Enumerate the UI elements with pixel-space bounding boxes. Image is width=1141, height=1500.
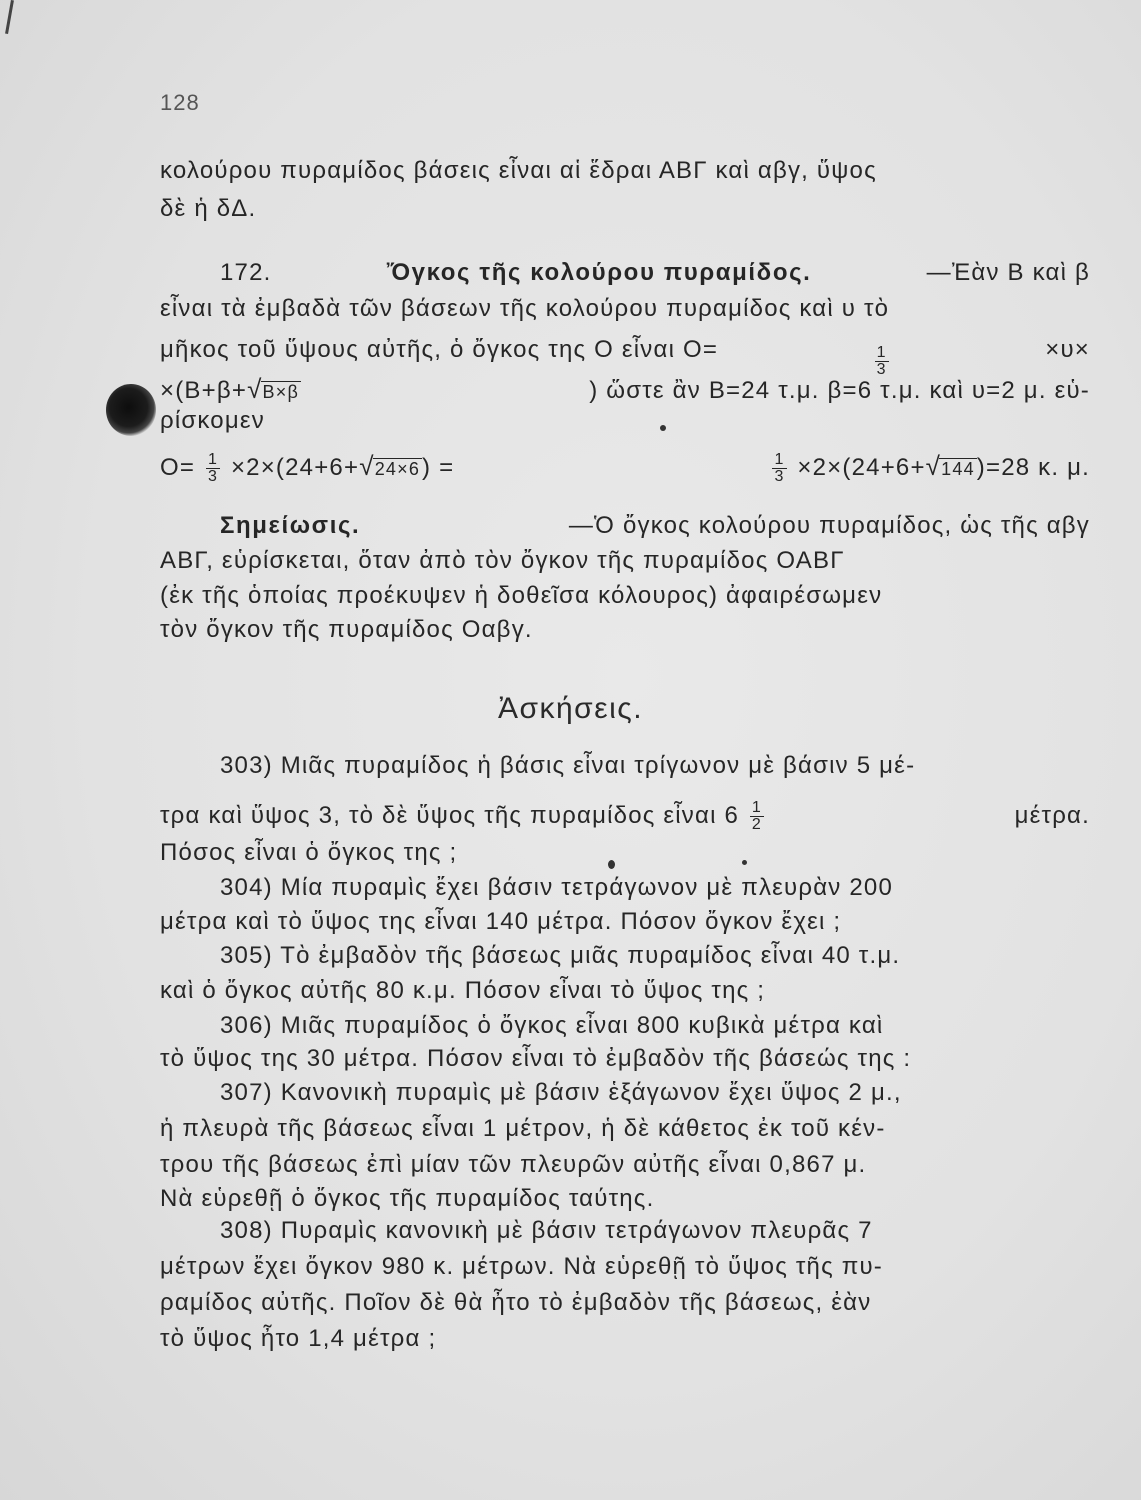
text-line-content: —Ὁ ὄγκος κολούρου πυραμίδος, ὡς τῆς αβγ xyxy=(568,512,1090,539)
exercise-305-line xyxy=(160,940,1090,972)
text-line xyxy=(160,1149,1090,1181)
fraction-denominator: 3 xyxy=(876,361,887,378)
page-number: 128 xyxy=(160,90,200,115)
text-line xyxy=(160,1251,1090,1283)
text-line-content: καὶ ὁ ὄγκος αὐτῆς 80 κ.μ. Πόσον εἶναι τὸ ὕψος της ; xyxy=(160,977,766,1004)
text-line-content: ραμίδος αὐτῆς. Ποῖον δὲ θὰ ἦτο τὸ ἐμβαδὸν τῆς βάσεως, ἐὰν xyxy=(160,1289,872,1316)
text-line xyxy=(160,545,1090,577)
text-line-content: —Ἐὰν Β καὶ β xyxy=(926,259,1090,286)
ink-blot xyxy=(106,384,156,436)
exercise-308-line xyxy=(160,1215,1090,1247)
text-line xyxy=(160,334,1090,378)
fraction-one-half xyxy=(750,800,764,833)
text-line-content: μέτρα καὶ τὸ ὕψος της εἶναι 140 μέτρα. Πόσον ὄγκον ἔχει ; xyxy=(160,908,842,935)
text-line xyxy=(160,1113,1090,1145)
text-line-content: 306) Μιᾶς πυραμίδος ὁ ὄγκος εἶναι 800 κυβικὰ μέτρα καὶ xyxy=(220,1012,884,1039)
text-line xyxy=(160,1043,1090,1075)
equation-text: ×2×(24+6+ xyxy=(797,454,926,481)
text-line-content: ρίσκομεν xyxy=(160,407,265,434)
text-line-content: ) ὥστε ἂν Β=24 τ.μ. β=6 τ.μ. καὶ υ=2 μ. εὑ- xyxy=(589,377,1090,404)
equation-part xyxy=(160,450,454,485)
fraction-one-third xyxy=(206,452,220,485)
text-line xyxy=(160,193,1090,225)
text-line-content: Νὰ εὑρεθῇ ὁ ὄγκος τῆς πυραμίδος ταύτης. xyxy=(160,1185,655,1212)
note-heading-line xyxy=(160,510,1090,542)
fraction-denominator: 2 xyxy=(751,816,763,834)
text-line-content: μέτρα. xyxy=(1014,802,1090,829)
text-line xyxy=(160,1323,1090,1355)
exercise-304-line xyxy=(160,872,1090,904)
fraction-one-third xyxy=(772,452,786,485)
radical-sign: √ xyxy=(925,451,942,481)
text-line xyxy=(160,837,1090,869)
fraction-denominator: 3 xyxy=(207,468,219,486)
text-line xyxy=(160,580,1090,612)
exercises-heading: Ἀσκήσεις. xyxy=(497,692,644,725)
fraction-numerator: 1 xyxy=(751,799,763,817)
equation-text: )=28 κ. μ. xyxy=(976,454,1090,481)
equation-part xyxy=(769,450,1090,485)
text-line-content: τὸν ὄγκον τῆς πυραμίδος Οαβγ. xyxy=(160,616,533,643)
text-line xyxy=(160,1183,1090,1215)
text-line-content: τὸ ὕψος της 30 μέτρα. Πόσον εἶναι τὸ ἐμβαδὸν τῆς βάσεώς της : xyxy=(160,1045,912,1072)
text-line-content: τρου τῆς βάσεως ἐπὶ μίαν τῶν πλευρῶν αὐτῆς εἶναι 0,867 μ. xyxy=(160,1151,867,1178)
text-line-content: 307) Κανονικὴ πυραμὶς μὲ βάσιν ἑξάγωνον ἔχει ὕψος 2 μ., xyxy=(220,1079,902,1106)
text-line-content: δὲ ἡ δΔ. xyxy=(160,195,257,222)
section-title: Ὄγκος τῆς κολούρου πυραμίδος. xyxy=(386,259,812,286)
text-line-content: ×υ× xyxy=(1045,336,1090,363)
text-line xyxy=(160,800,1090,833)
text-line xyxy=(160,373,1090,407)
text-line xyxy=(160,155,1090,187)
radical-sign: √ xyxy=(247,374,263,404)
page-edge-mark xyxy=(5,0,14,34)
fraction-denominator: 3 xyxy=(774,468,785,486)
text-line-content: 303) Μιᾶς πυραμίδος ἡ βάσις εἶναι τρίγωνον μὲ βάσιν 5 μέ- xyxy=(220,752,916,779)
fraction-numerator: 1 xyxy=(876,344,887,361)
text-line xyxy=(160,975,1090,1007)
radical-sign: √ xyxy=(359,451,375,481)
text-line-content: μέτρων ἔχει ὄγκον 980 κ. μέτρων. Νὰ εὑρεθῇ τὸ ὕψος τῆς πυ- xyxy=(160,1253,883,1280)
exercise-307-line xyxy=(160,1077,1090,1109)
text-line-content: μῆκος τοῦ ὕψους αὐτῆς, ὁ ὄγκος της Ο εἶναι Ο= xyxy=(160,336,719,363)
fraction-numerator: 1 xyxy=(207,451,219,469)
equation-line xyxy=(160,450,1090,485)
equation-text: ×2×(24+6+ xyxy=(230,454,360,481)
text-line xyxy=(160,614,1090,646)
text-line-content: ἡ πλευρὰ τῆς βάσεως εἶναι 1 μέτρον, ἡ δὲ κάθετος ἐκ τοῦ κέν- xyxy=(160,1115,886,1142)
text-line-content: ×(Β+β+ xyxy=(160,377,248,404)
radicand: 24×6 xyxy=(374,459,421,479)
text-line xyxy=(160,906,1090,938)
section-number: 172. xyxy=(220,259,272,286)
formula-part xyxy=(160,373,301,407)
text-line-content xyxy=(160,800,767,833)
exercise-text: τρα καὶ ὕψος 3, τὸ δὲ ὕψος τῆς πυραμίδος εἶναι 6 xyxy=(160,802,740,829)
text-line-content: 304) Μία πυραμὶς ἔχει βάσιν τετράγωνον μὲ πλευρὰν 200 xyxy=(220,874,894,901)
text-line-content: (ἐκ τῆς ὁποίας προέκυψεν ἡ δοθεῖσα κόλουρος) ἀφαιρέσωμεν xyxy=(160,582,883,609)
text-line xyxy=(160,293,1090,325)
text-line-content: κολούρου πυραμίδος βάσεις εἶναι αἱ ἕδραι ΑΒΓ καὶ αβγ, ὕψος xyxy=(160,157,877,184)
text-line xyxy=(160,1287,1090,1319)
equation-text: Ο= xyxy=(160,454,196,481)
radicand: 144 xyxy=(941,459,975,479)
text-line-content: ΑΒΓ, εὑρίσκεται, ὅταν ἀπὸ τὸν ὄγκον τῆς πυραμίδος ΟΑΒΓ xyxy=(160,547,845,574)
exercise-306-line xyxy=(160,1010,1090,1042)
text-line-content: 305) Τὸ ἐμβαδὸν τῆς βάσεως μιᾶς πυραμίδος εἶναι 40 τ.μ. xyxy=(220,942,901,969)
text-line-content: τὸ ὕψος ἦτο 1,4 μέτρα ; xyxy=(160,1325,437,1352)
section-172-heading-line xyxy=(160,257,1090,289)
text-line-content: Πόσος εἶναι ὁ ὄγκος της ; xyxy=(160,839,458,866)
fraction-numerator: 1 xyxy=(774,451,785,469)
note-label: Σημείωσις. xyxy=(220,512,361,539)
text-line-content: 308) Πυραμὶς κανονικὴ μὲ βάσιν τετράγωνον πλευρᾶς 7 xyxy=(220,1217,873,1244)
exercise-303-line xyxy=(160,750,1090,782)
radicand: Β×β xyxy=(262,382,300,402)
text-line xyxy=(160,405,1090,437)
equation-text: ) = xyxy=(422,454,455,481)
text-line-content: εἶναι τὰ ἐμβαδὰ τῶν βάσεων τῆς κολούρου πυραμίδος καὶ υ τὸ xyxy=(160,295,890,322)
